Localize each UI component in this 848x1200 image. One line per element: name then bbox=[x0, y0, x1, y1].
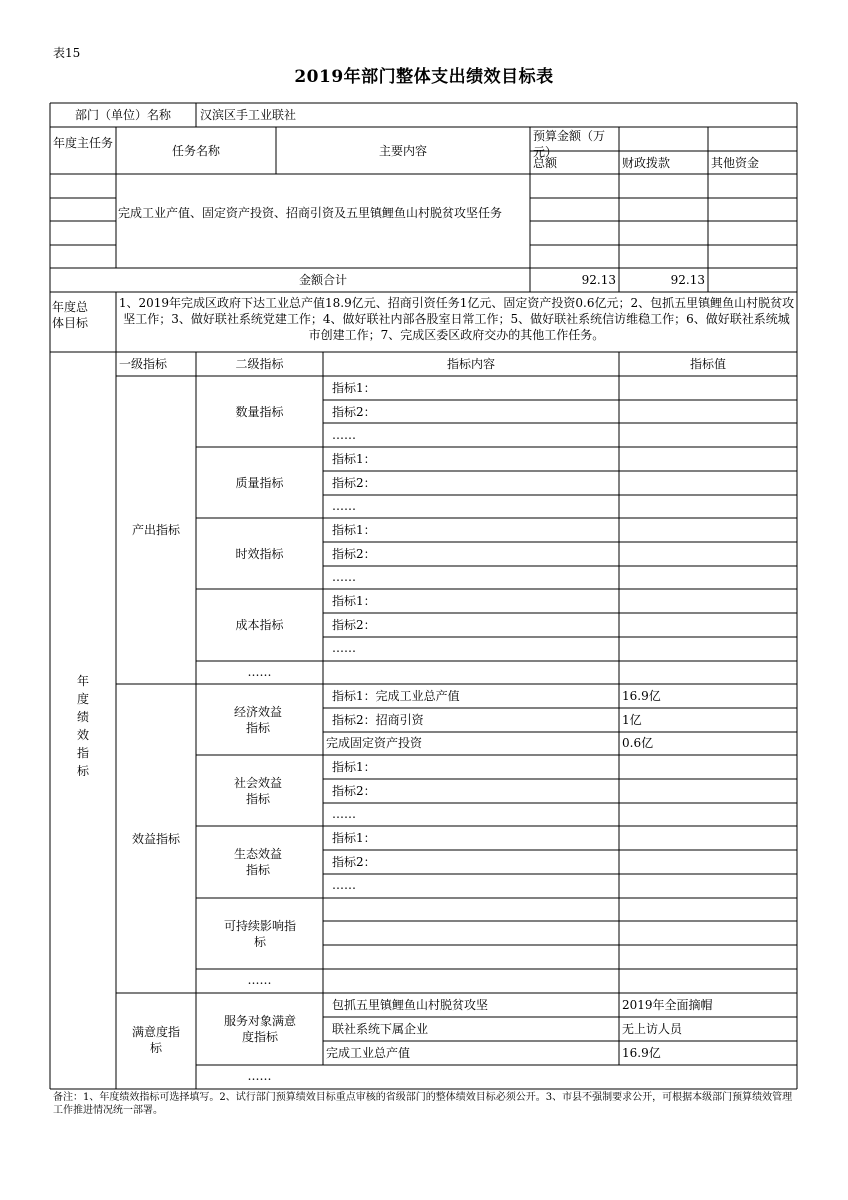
list-item-value: 2019年全面摘帽 bbox=[622, 998, 713, 1012]
list-item: 指标2： bbox=[332, 618, 376, 632]
social-indicator: 社会效益指标 bbox=[233, 776, 282, 806]
ecological-indicator: 生态效益指标 bbox=[233, 847, 282, 877]
level1-header: 一级指标 bbox=[119, 357, 168, 371]
list-item-value: 1亿 bbox=[622, 713, 642, 727]
list-item: 指标2： bbox=[332, 784, 376, 798]
main-content-header: 主要内容 bbox=[378, 144, 427, 158]
annual-performance-label: 年度绩效指标 bbox=[76, 674, 89, 778]
content-header: 指标内容 bbox=[446, 357, 495, 371]
footnote: 备注：1、年度绩效指标可选择填写。2、试行部门预算绩效目标重点审核的省级部门的整体绩效目标必须公开。3、市县不强制要求公开，可根据本级部门预算绩效管理工作推进情况统一部署。 bbox=[53, 1092, 793, 1116]
page-title: 2019年部门整体支出绩效目标表 bbox=[294, 67, 554, 87]
list-item: 指标1： bbox=[332, 760, 376, 774]
economic-indicator: 经济效益指标 bbox=[233, 705, 282, 735]
list-item: …… bbox=[332, 641, 356, 655]
value-header: 指标值 bbox=[689, 357, 726, 371]
list-item: …… bbox=[332, 570, 356, 584]
table-number: 表15 bbox=[53, 46, 81, 60]
list-item: …… bbox=[332, 428, 356, 442]
quantity-indicator: 数量指标 bbox=[235, 405, 284, 419]
satisfaction-more: …… bbox=[247, 1069, 272, 1083]
cost-indicator: 成本指标 bbox=[235, 618, 284, 632]
list-item-value: 16.9亿 bbox=[622, 1046, 661, 1060]
output-indicator: 产出指标 bbox=[131, 523, 180, 537]
list-item: 指标1： bbox=[332, 381, 376, 395]
list-item: 指标1：完成工业总产值 bbox=[332, 689, 460, 703]
list-item: …… bbox=[332, 878, 356, 892]
list-item: 完成工业总产值 bbox=[326, 1046, 411, 1060]
list-item: 指标2： bbox=[332, 405, 376, 419]
list-item: …… bbox=[332, 499, 356, 513]
sum-total: 92.13 bbox=[581, 273, 616, 287]
fiscal-header: 财政拨款 bbox=[622, 156, 671, 170]
task-name-header: 任务名称 bbox=[171, 144, 220, 158]
budget-header: 预算金额（万元） bbox=[533, 129, 606, 159]
benefit-indicator: 效益指标 bbox=[131, 832, 180, 846]
list-item: 指标2： bbox=[332, 476, 376, 490]
quality-indicator: 质量指标 bbox=[235, 476, 284, 490]
list-item-value: 无上访人员 bbox=[622, 1022, 683, 1036]
list-item: 联社系统下属企业 bbox=[332, 1022, 429, 1036]
list-item: 指标2： bbox=[332, 855, 376, 869]
list-item: 指标1： bbox=[332, 523, 376, 537]
dept-value: 汉滨区手工业联社 bbox=[200, 108, 297, 122]
list-item-value: 0.6亿 bbox=[622, 736, 654, 750]
list-item: 指标1： bbox=[332, 594, 376, 608]
list-item: 指标1： bbox=[332, 831, 376, 845]
annual-goal-label: 年度总体目标 bbox=[52, 300, 89, 330]
annual-task-header: 年度主任务 bbox=[52, 136, 113, 150]
sum-fiscal: 92.13 bbox=[670, 273, 705, 287]
list-item: 包抓五里镇鲤鱼山村脱贫攻坚 bbox=[332, 998, 489, 1012]
annual-goal-text: 1、2019年完成区政府下达工业总产值18.9亿元、招商引资任务1亿元、固定资产投资0.6亿元；2、包抓五里镇鲤鱼山村脱贫攻坚工作；3、做好联社系统党建工作；4、做好联社内部各股室日常工作；5、做好联社系统信访维稳工作；6、做好联社系统城市创建工作；7、完成区委区政府交办的其他工作任务。 bbox=[118, 296, 795, 342]
satisfaction-indicator: 满意度指标 bbox=[131, 1025, 180, 1055]
other-funds-header: 其他资金 bbox=[711, 156, 760, 170]
benefit-more: …… bbox=[247, 973, 272, 987]
task-content: 完成工业产值、固定资产投资、招商引资及五里镇鲤鱼山村脱贫攻坚任务 bbox=[118, 206, 503, 220]
list-item: 完成固定资产投资 bbox=[326, 736, 423, 750]
total-header: 总额 bbox=[533, 156, 558, 170]
timeliness-indicator: 时效指标 bbox=[235, 547, 284, 561]
sustainable-indicator: 可持续影响指标 bbox=[224, 919, 297, 949]
service-satisfaction-indicator: 服务对象满意度指标 bbox=[224, 1014, 297, 1044]
dept-label: 部门（单位）名称 bbox=[74, 108, 171, 122]
level2-header: 二级指标 bbox=[235, 357, 284, 371]
sum-label: 金额合计 bbox=[298, 273, 347, 287]
output-more: …… bbox=[247, 665, 272, 679]
list-item: …… bbox=[332, 807, 356, 821]
list-item: 指标2： bbox=[332, 547, 376, 561]
list-item-value: 16.9亿 bbox=[622, 689, 661, 703]
list-item: 指标1： bbox=[332, 452, 376, 466]
list-item: 指标2：招商引资 bbox=[332, 713, 424, 727]
